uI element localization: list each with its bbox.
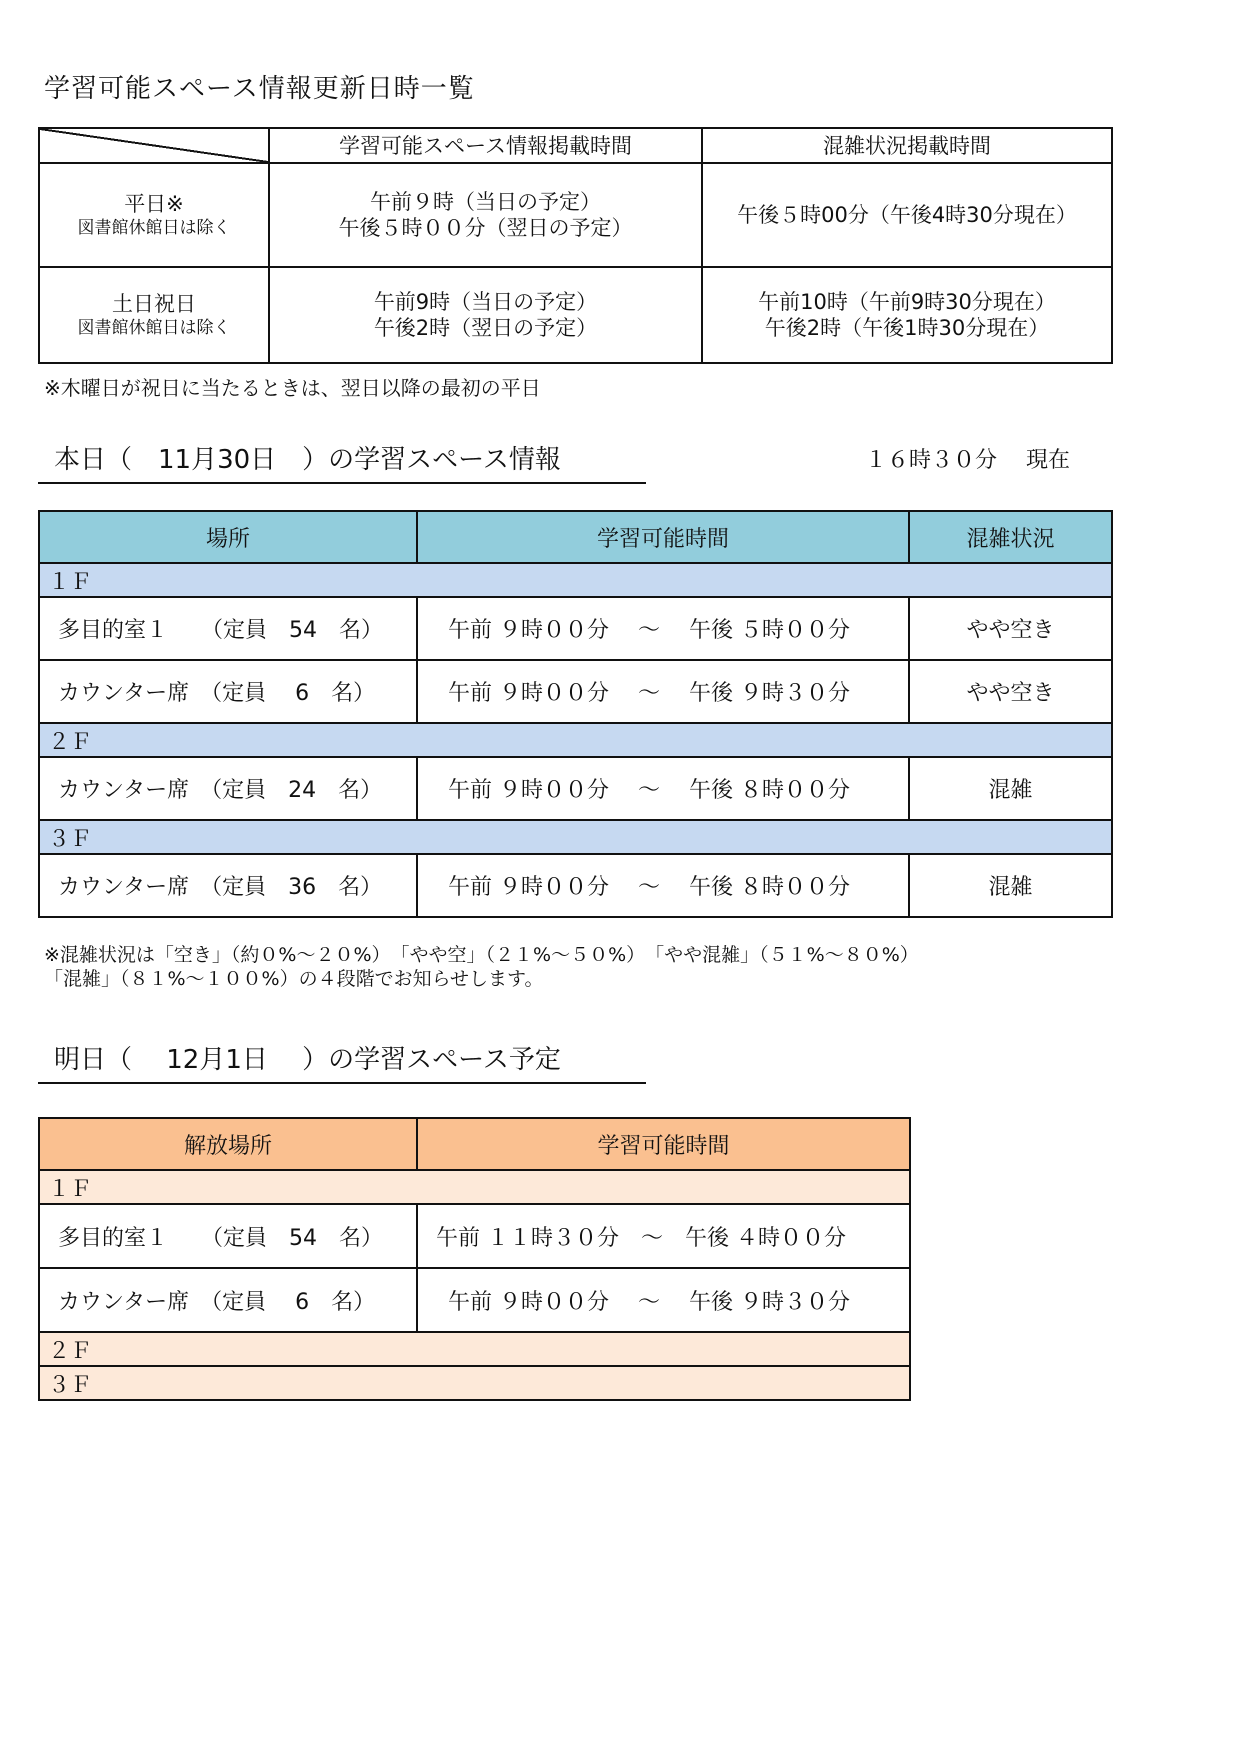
floor-label: １Ｆ [39, 563, 1112, 597]
update-schedule-table [38, 127, 1113, 364]
floor-label: ３Ｆ [39, 1366, 910, 1400]
congestion-note-line: 「混雑」（８１%～１００%）の４段階でお知らせします。 [44, 968, 544, 990]
hours-cell: 午前 ９時００分 ～ 午後 ５時００分 [417, 597, 909, 660]
status-header: 混雑状況 [909, 511, 1112, 563]
floor-row [39, 723, 1112, 757]
status-cell: 混雑 [909, 854, 1112, 917]
place-header: 場所 [39, 511, 417, 563]
weekday-row [39, 163, 1112, 267]
status-cell: 混雑 [909, 757, 1112, 820]
table-row [39, 1268, 910, 1332]
weekday-sublabel: 図書館休館日は除く [77, 218, 231, 238]
place-cell: 多目的室１ （定員 54 名） [39, 1204, 417, 1268]
table-row [39, 1204, 910, 1268]
availability-header: 学習可能スペース情報掲載時間 [269, 128, 702, 163]
holiday-availability-line: 午前9時（当日の予定） [373, 290, 598, 314]
table-row [39, 660, 1112, 723]
holiday-label-cell [39, 267, 269, 363]
holiday-row [39, 267, 1112, 363]
status-cell: やや空き [909, 597, 1112, 660]
holiday-label: 土日祝日 [112, 292, 196, 316]
floor-label: ２Ｆ [39, 723, 1112, 757]
holiday-congestion-line: 午前10時（午前9時30分現在） [758, 290, 1056, 314]
floor-label: ３Ｆ [39, 820, 1112, 854]
today-space-table [38, 510, 1113, 918]
weekday-congestion-cell [702, 163, 1112, 267]
place-cell: カウンター席 （定員 36 名） [39, 854, 417, 917]
today-section-title: 本日（ 11月30日 ）の学習スペース情報 [38, 440, 646, 484]
floor-row [39, 1170, 910, 1204]
weekday-availability-line: 午前９時（当日の予定） [370, 190, 601, 214]
floor-label: ２Ｆ [39, 1332, 910, 1366]
hours-cell: 午前 ９時００分 ～ 午後 ８時００分 [417, 854, 909, 917]
holiday-availability-line: 午後2時（翌日の予定） [373, 316, 598, 340]
place-cell: カウンター席 （定員 6 名） [39, 660, 417, 723]
holiday-sublabel: 図書館休館日は除く [77, 318, 231, 338]
congestion-note [44, 943, 919, 991]
hours-header: 学習可能時間 [417, 1118, 910, 1170]
tomorrow-space-table [38, 1117, 911, 1401]
place-cell: カウンター席 （定員 6 名） [39, 1268, 417, 1332]
hours-cell: 午前 ９時００分 ～ 午後 ８時００分 [417, 757, 909, 820]
table-row [39, 757, 1112, 820]
diagonal-corner-cell [39, 128, 269, 163]
today-header-row [39, 511, 1112, 563]
schedule-header-row [39, 128, 1112, 163]
weekday-label: 平日※ [124, 192, 184, 216]
weekday-availability-line: 午後５時００分（翌日の予定） [338, 216, 633, 240]
current-time: １６時３０分 現在 [865, 448, 1070, 473]
congestion-note-line: ※混雑状況は「空き」（約０%～２０%） 「やや空」（２１%～５０%） 「やや混雑」（５１%～８０%） [44, 944, 919, 966]
floor-row [39, 1366, 910, 1400]
place-cell: カウンター席 （定員 24 名） [39, 757, 417, 820]
hours-cell: 午前 １１時３０分 ～ 午後 ４時００分 [417, 1204, 910, 1268]
table-row [39, 597, 1112, 660]
place-cell: 多目的室１ （定員 54 名） [39, 597, 417, 660]
tomorrow-section-title: 明日（ 12月1日 ）の学習スペース予定 [38, 1040, 646, 1084]
hours-cell: 午前 ９時００分 ～ 午後 ９時３０分 [417, 660, 909, 723]
floor-label: １Ｆ [39, 1170, 910, 1204]
weekday-availability-cell [269, 163, 702, 267]
weekday-label-cell [39, 163, 269, 267]
schedule-note: ※木曜日が祝日に当たるときは、翌日以降の最初の平日 [44, 376, 541, 400]
tomorrow-header-row [39, 1118, 910, 1170]
holiday-availability-cell [269, 267, 702, 363]
floor-row [39, 563, 1112, 597]
holiday-congestion-line: 午後2時（午後1時30分現在） [764, 316, 1050, 340]
hours-header: 学習可能時間 [417, 511, 909, 563]
document-title: 学習可能スペース情報更新日時一覧 [44, 74, 475, 104]
floor-row [39, 820, 1112, 854]
status-cell: やや空き [909, 660, 1112, 723]
holiday-congestion-cell [702, 267, 1112, 363]
table-row [39, 854, 1112, 917]
hours-cell: 午前 ９時００分 ～ 午後 ９時３０分 [417, 1268, 910, 1332]
weekday-congestion-line: 午後５時00分（午後4時30分現在） [737, 203, 1077, 227]
open-place-header: 解放場所 [39, 1118, 417, 1170]
congestion-header: 混雑状況掲載時間 [702, 128, 1112, 163]
floor-row [39, 1332, 910, 1366]
